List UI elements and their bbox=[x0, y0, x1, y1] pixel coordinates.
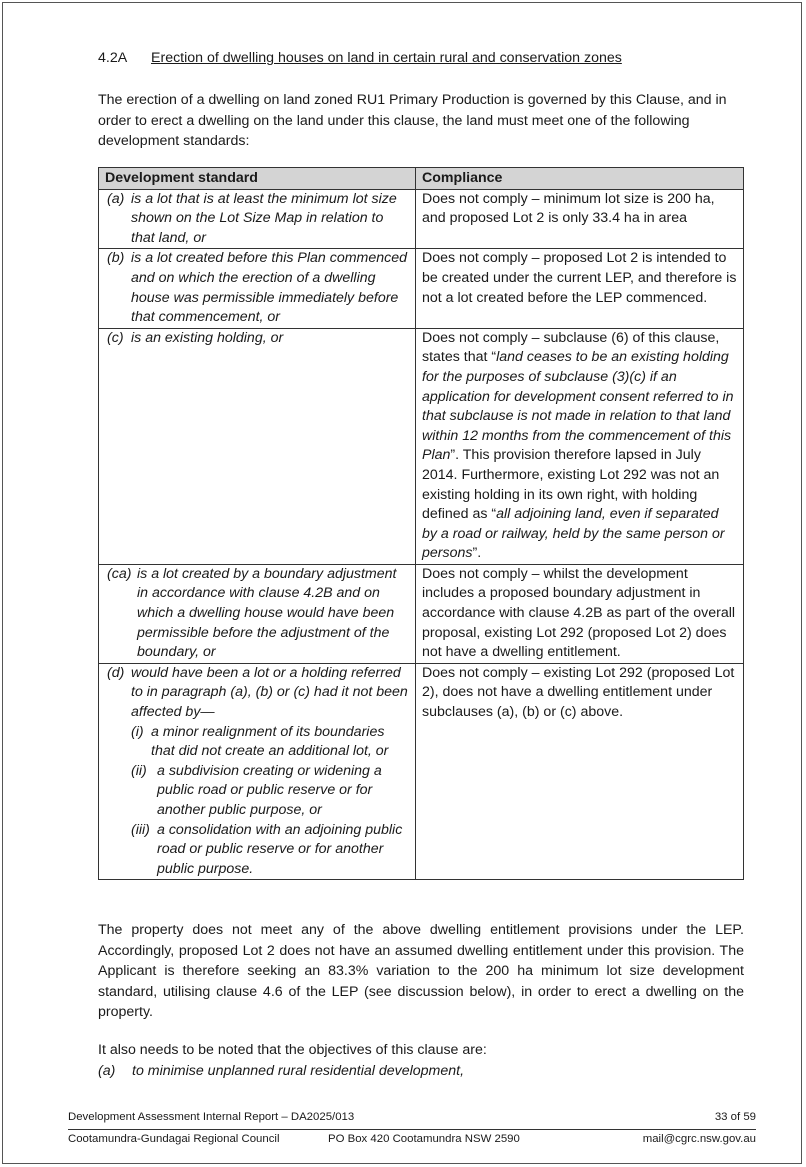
development-standards-table bbox=[98, 167, 744, 880]
standard-text: is a lot that is at least the minimum lot size shown on the Lot Size Map in relation to that land, or bbox=[131, 190, 397, 246]
objective-text: to minimise unplanned rural residential development, bbox=[132, 1062, 465, 1079]
table-row bbox=[99, 328, 744, 564]
compliance-quote: land ceases to be an existing holding for the purposes of subclause (3)(c) if an application for development consent referred to in that subclause is not made in relation to that land within 12 months from the commencement of this Plan bbox=[422, 349, 734, 464]
objective-item bbox=[98, 1061, 744, 1082]
compliance-cell: Does not comply – existing Lot 292 (proposed Lot 2), does not have a dwelling entitlement under subclauses (a), (b) or (c) above. bbox=[416, 663, 744, 880]
standard-cell bbox=[99, 564, 416, 663]
section-title: Erection of dwelling houses on land in certain rural and conservation zones bbox=[151, 50, 622, 66]
standard-cell bbox=[99, 663, 416, 880]
sub-item-text: a consolidation with an adjoining public road or public reserve or for another public purpose. bbox=[157, 821, 403, 877]
compliance-text: Does not comply – subclause (6) of this clause, states that “ bbox=[422, 329, 720, 366]
standard-label: (b) bbox=[107, 250, 125, 267]
standard-text: is a lot created before this Plan commenced and on which the erection of a dwelling house was permissible immediately before that commencement, or bbox=[131, 250, 408, 326]
sub-item-text: a minor realignment of its boundaries that did not create an additional lot, or bbox=[151, 723, 389, 760]
objectives-block bbox=[98, 1040, 744, 1081]
compliance-cell: Does not comply – minimum lot size is 200 ha, and proposed Lot 2 is only 33.4 ha in area bbox=[416, 189, 744, 249]
standard-label: (ca) bbox=[107, 565, 132, 582]
footer-contact-line bbox=[68, 1133, 756, 1145]
footer-report-line bbox=[68, 1111, 756, 1123]
standard-text: is an existing holding, or bbox=[131, 329, 284, 346]
compliance-cell: Does not comply – whilst the development includes a proposed boundary adjustment in accordance with clause 4.2B as part of the overall proposal, existing Lot 292 (proposed Lot 2) does not have a dwelling entitlement. bbox=[416, 564, 744, 663]
standard-label: (c) bbox=[107, 329, 124, 346]
standard-text: would have been a lot or a holding referred to in paragraph (a), (b) or (c) had it not been affected by— bbox=[131, 664, 408, 721]
table-header-row bbox=[99, 168, 744, 190]
compliance-cell: Does not comply – proposed Lot 2 is intended to be created under the current LEP, and therefore is not a lot created before the LEP commenced. bbox=[416, 249, 744, 328]
sub-item bbox=[131, 762, 409, 821]
objectives-intro: It also needs to be noted that the objectives of this clause are: bbox=[98, 1042, 487, 1058]
compliance-cell bbox=[416, 328, 744, 564]
footer-report-title: Development Assessment Internal Report – DA2025/013 bbox=[68, 1111, 355, 1123]
standard-label: (d) bbox=[107, 664, 125, 681]
section-heading bbox=[98, 50, 622, 66]
standard-cell bbox=[99, 249, 416, 328]
footer-divider bbox=[68, 1129, 756, 1130]
compliance-text: ”. This provision therefore lapsed in July 2014. Furthermore, existing Lot 292 was not an existing holding in its own right, with holding defined as “ bbox=[422, 447, 720, 523]
section-number: 4.2A bbox=[98, 50, 128, 66]
sub-item-label: (i) bbox=[131, 723, 144, 740]
footer-page-number: 33 of 59 bbox=[714, 1111, 756, 1123]
standard-text: is a lot created by a boundary adjustment in accordance with clause 4.2B and on which a dwelling house would have been permissible before the adjustment of the boundary, or bbox=[137, 565, 397, 661]
intro-paragraph: The erection of a dwelling on land zoned RU1 Primary Production is governed by this Clause, and in order to erect a dwelling on the land under this clause, the land must meet one of the following development standards: bbox=[98, 92, 727, 149]
footer-council: Cootamundra-Gundagai Regional Council bbox=[68, 1133, 280, 1145]
table-row bbox=[99, 663, 744, 880]
standard-cell bbox=[99, 189, 416, 249]
sub-item-label: (iii) bbox=[131, 821, 150, 838]
sub-item-label: (ii) bbox=[131, 762, 147, 779]
table-row bbox=[99, 249, 744, 328]
standard-label: (a) bbox=[107, 190, 125, 207]
sub-item-text: a subdivision creating or widening a public road or public reserve or for another public purpose, or bbox=[157, 762, 382, 818]
table-row bbox=[99, 564, 744, 663]
sub-item bbox=[131, 723, 409, 762]
compliance-text: ”. bbox=[472, 545, 482, 562]
sub-item bbox=[131, 821, 409, 880]
header-compliance: Compliance bbox=[416, 168, 744, 190]
footer-address: PO Box 420 Cootamundra NSW 2590 bbox=[328, 1133, 520, 1145]
header-development-standard: Development standard bbox=[99, 168, 416, 190]
objective-label: (a) bbox=[98, 1062, 116, 1079]
table-row bbox=[99, 189, 744, 249]
standard-cell bbox=[99, 328, 416, 564]
compliance-quote: all adjoining land, even if separated by a road or railway, held by the same person or persons bbox=[422, 506, 725, 562]
footer-email: mail@cgrc.nsw.gov.au bbox=[642, 1133, 756, 1145]
conclusion-paragraph: The property does not meet any of the above dwelling entitlement provisions under the LEP. Accordingly, proposed Lot 2 does not have an assumed dwelling entitlement under this provision. The Applicant is therefore seeking an 83.3% variation to the 200 ha minimum lot size development standard, utilising clause 4.6 of the LEP (see discussion below), in order to erect a dwelling on the property. bbox=[98, 922, 744, 1020]
